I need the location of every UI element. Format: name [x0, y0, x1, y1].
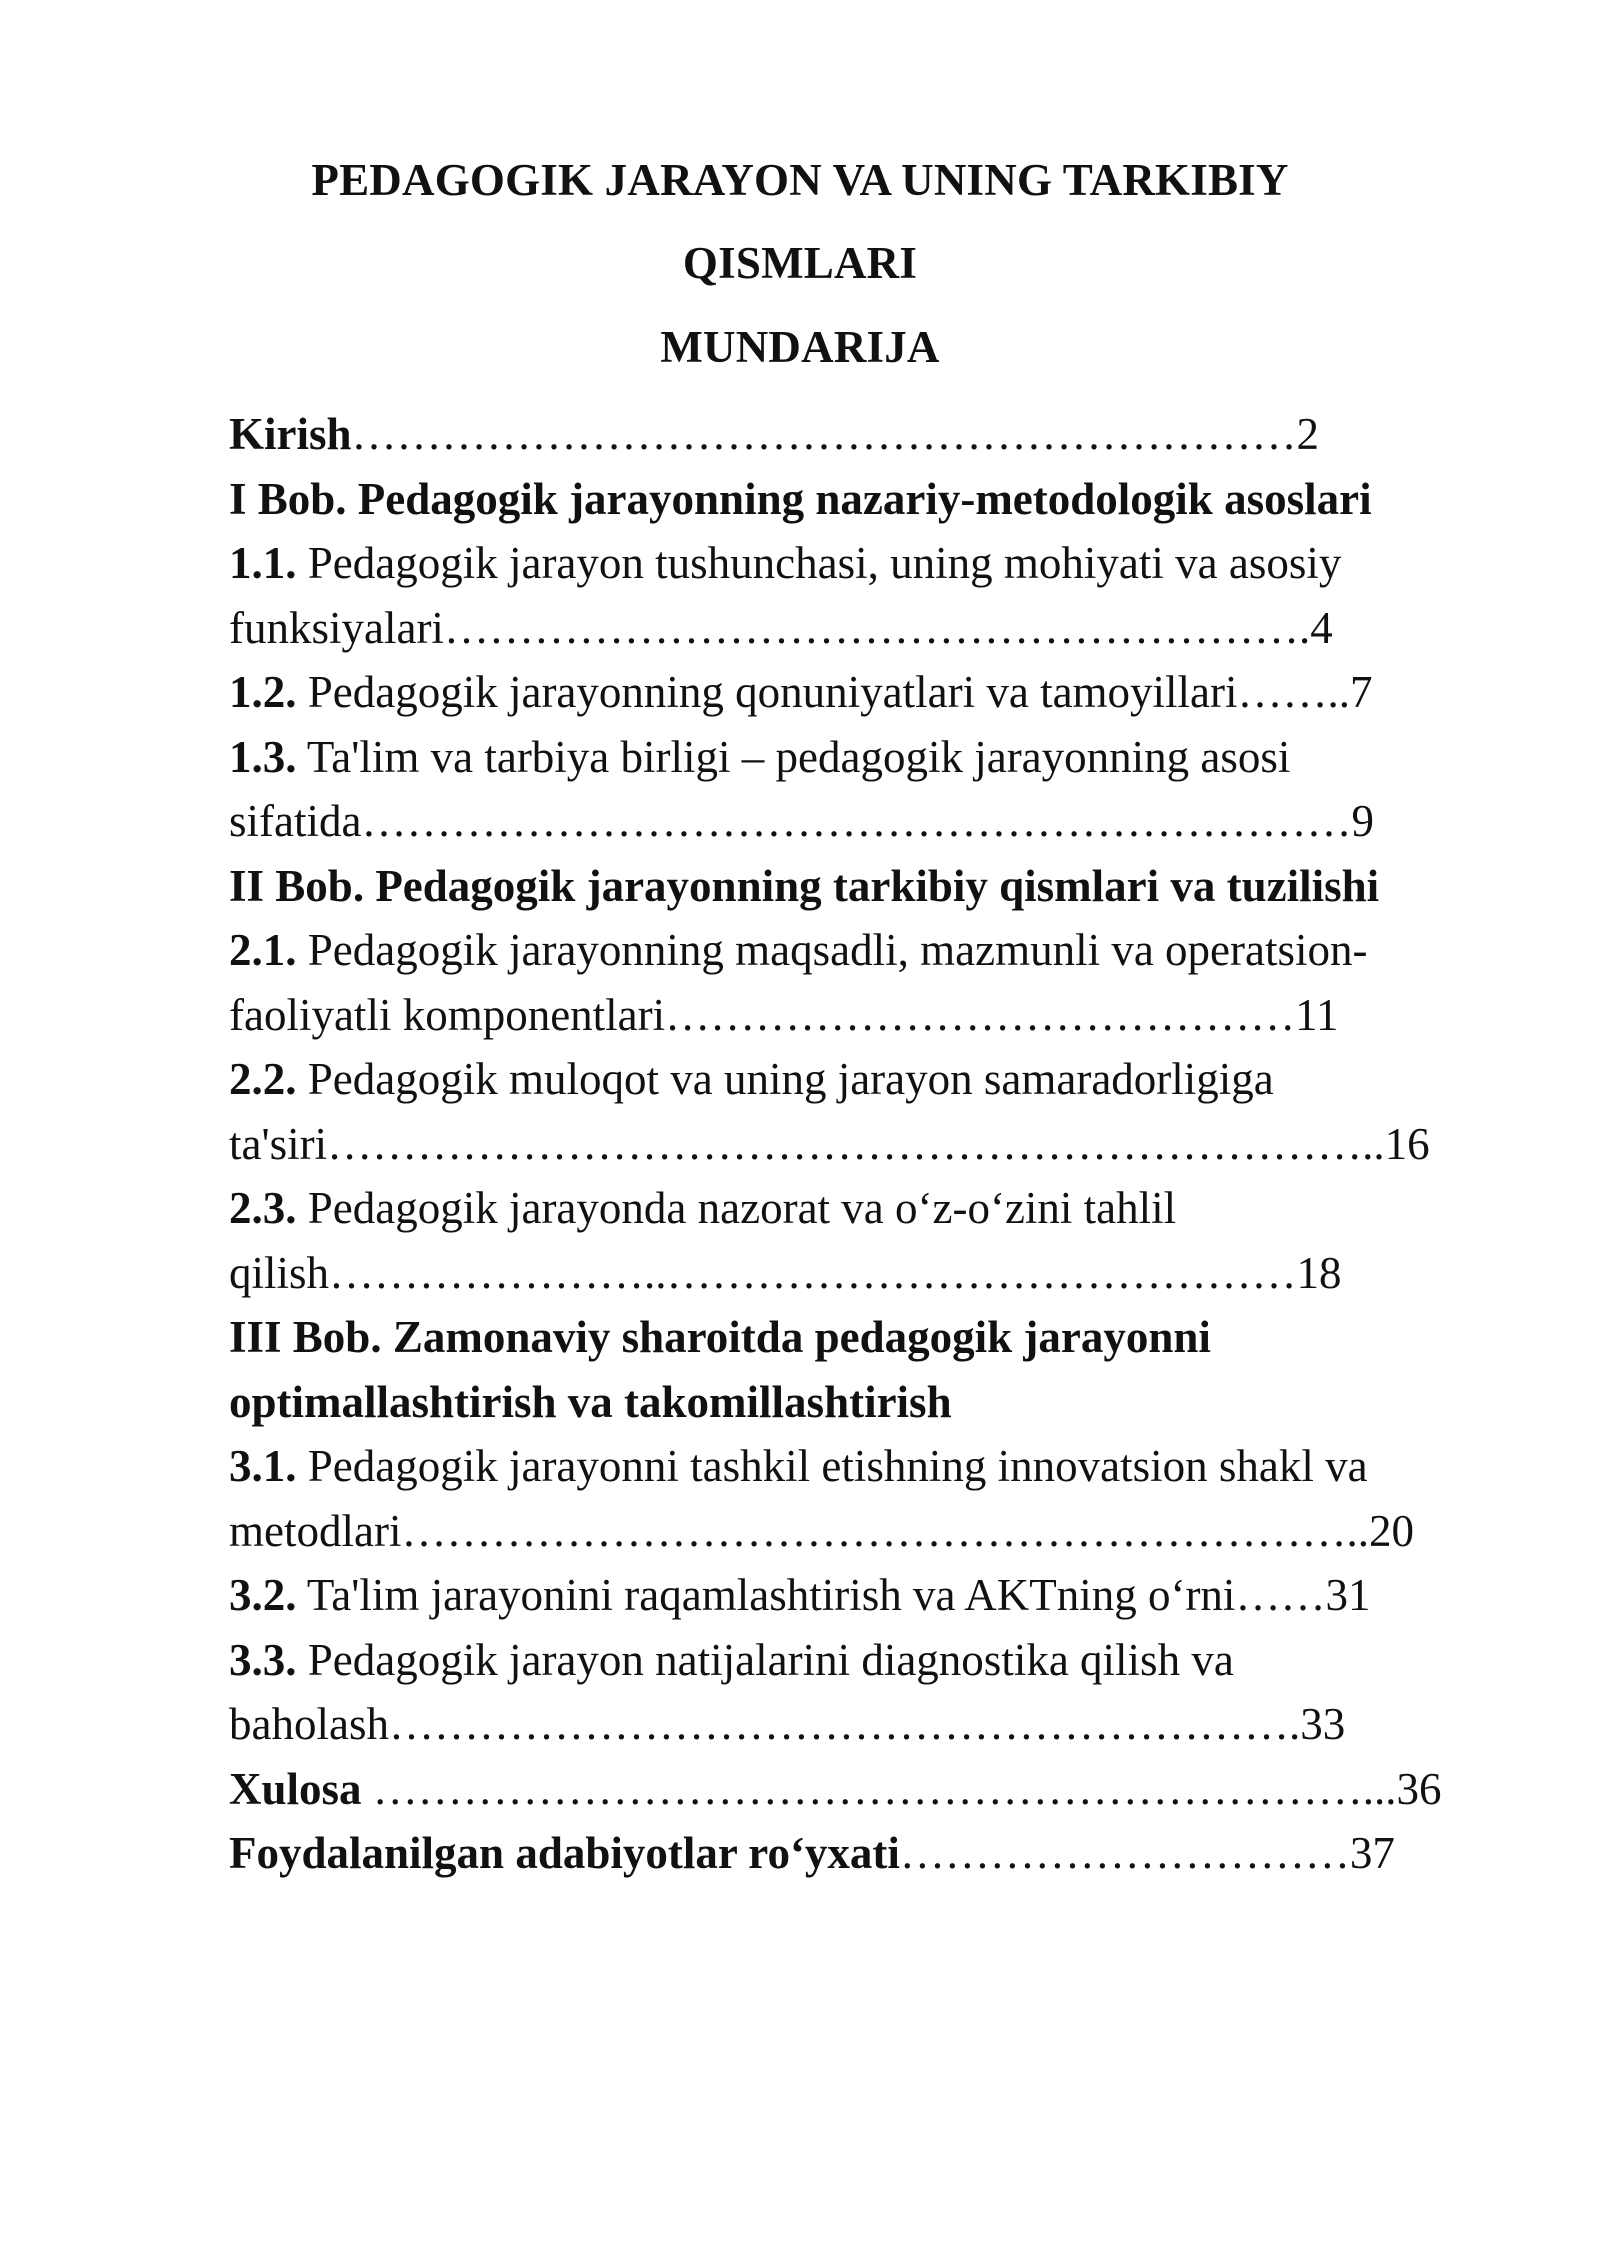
toc-section-title: Pedagogik jarayon tushunchasi, uning mohiyati va asosiy: [296, 538, 1342, 588]
toc-section-title: Pedagogik jarayonning qonuniyatlari va tamoyillari: [296, 667, 1238, 717]
table-of-contents: [229, 402, 1519, 1886]
toc-entry-label: Xulosa: [229, 1763, 362, 1814]
toc-section-number: 3.3.: [229, 1634, 297, 1685]
contents-heading: MUNDARIJA: [660, 322, 940, 372]
toc-page-number: 2: [1296, 409, 1320, 459]
toc-section-number: 2.2.: [229, 1054, 297, 1104]
toc-section-title: Pedagogik muloqot va uning jarayon samaradorligiga: [296, 1054, 1274, 1104]
toc-leader-dots: ……………………………………: [665, 989, 1296, 1040]
toc-leader-dots: …………………………: [899, 1828, 1350, 1878]
toc-leader-dots: ………………………………………………………: [351, 409, 1297, 459]
document-title-line-1: PEDAGOGIK JARAYON VA UNING TARKIBIY: [311, 155, 1289, 205]
toc-section-title: Pedagogik jarayonning maqsadli, mazmunli va operatsion-: [296, 925, 1368, 975]
toc-chapter-3-continued[interactable]: optimallashtirish va takomillashtirish: [229, 1376, 952, 1427]
toc-chapter-1[interactable]: I Bob. Pedagogik jarayonning nazariy-metodologik asoslari: [229, 473, 1372, 524]
toc-leader-dots: …………………………………………………………: [361, 796, 1352, 846]
toc-page-number: 37: [1349, 1828, 1395, 1878]
toc-section-number: 1.1.: [229, 538, 297, 588]
toc-entry-2-3-continued[interactable]: [229, 1241, 1519, 1306]
toc-page-number: 9: [1351, 796, 1374, 846]
toc-chapter-2[interactable]: II Bob. Pedagogik jarayonning tarkibiy qismlari va tuzilishi: [229, 860, 1380, 911]
document-title-line-2: QISMLARI: [682, 238, 918, 288]
toc-page-number: ..16: [1362, 1118, 1430, 1169]
toc-entry-1-1[interactable]: [229, 531, 1519, 596]
toc-entry-3-1[interactable]: [229, 1434, 1519, 1499]
toc-leader-dots: ……………………………………………………………: [327, 1118, 1363, 1169]
toc-leader-dots: ………………………………………………………: [401, 1505, 1347, 1556]
toc-section-title-continued: metodlari: [229, 1505, 402, 1556]
toc-page-number: ..20: [1346, 1505, 1414, 1556]
toc-leader-dots: ……………………………………………………: [388, 1699, 1289, 1749]
toc-section-title: Ta'lim va tarbiya birligi – pedagogik jarayonning asosi: [296, 731, 1291, 782]
toc-leader-dots: …………………………………………………………: [361, 1763, 1363, 1814]
toc-leader-dots: ……: [1235, 1570, 1326, 1620]
toc-entry-2-3[interactable]: [229, 1176, 1519, 1241]
toc-chapter-3[interactable]: III Bob. Zamonaviy sharoitda pedagogik jarayonni: [229, 1312, 1211, 1362]
toc-entry-kirish[interactable]: [229, 402, 1519, 467]
toc-section-title-continued: funksiyalari: [229, 602, 444, 653]
toc-section-title: Ta'lim jarayonini raqamlashtirish va AKTning o‘rni: [296, 1570, 1236, 1620]
toc-section-number: 2.3.: [229, 1183, 297, 1233]
toc-section-number: 3.2.: [229, 1570, 297, 1620]
toc-entry-label: Kirish: [229, 409, 352, 459]
toc-page-number: 18: [1296, 1247, 1342, 1298]
toc-section-title-continued: faoliyatli komponentlari: [229, 989, 666, 1040]
toc-page-number: .4: [1298, 602, 1333, 653]
toc-entry-adabiyotlar[interactable]: [229, 1821, 1519, 1886]
toc-section-number: 2.1.: [229, 925, 297, 975]
toc-leader-dots: …………………..……………………………………: [329, 1247, 1297, 1298]
toc-page-number: 11: [1295, 989, 1339, 1040]
toc-entry-2-2[interactable]: [229, 1047, 1519, 1112]
toc-section-title: Pedagogik jarayon natijalarini diagnostika qilish va: [296, 1634, 1234, 1685]
toc-page-number: .33: [1288, 1699, 1346, 1749]
toc-section-title-continued: ta'siri: [229, 1118, 328, 1169]
toc-page-number: ..7: [1327, 667, 1373, 717]
toc-entry-3-1-continued[interactable]: [229, 1499, 1519, 1564]
toc-page-number: ...36: [1362, 1763, 1442, 1814]
toc-entry-3-3-continued[interactable]: [229, 1692, 1519, 1757]
toc-entry-label: Foydalanilgan adabiyotlar ro‘yxati: [229, 1828, 900, 1878]
toc-entry-xulosa[interactable]: [229, 1757, 1519, 1822]
toc-section-title-continued: baholash: [229, 1699, 389, 1749]
toc-entry-1-3[interactable]: [229, 725, 1519, 790]
toc-entry-2-2-continued[interactable]: [229, 1112, 1519, 1177]
toc-section-title-continued: sifatida: [229, 796, 362, 846]
toc-entry-2-1-continued[interactable]: [229, 983, 1519, 1048]
toc-entry-1-2[interactable]: [229, 660, 1519, 725]
toc-section-number: 3.1.: [229, 1441, 297, 1491]
toc-entry-3-3[interactable]: [229, 1628, 1519, 1693]
toc-entry-1-1-continued[interactable]: [229, 596, 1519, 661]
toc-section-title: Pedagogik jarayonni tashkil etishning innovatsion shakl va: [296, 1441, 1368, 1491]
toc-leader-dots: ……: [1237, 667, 1328, 717]
toc-section-number: 1.3.: [229, 731, 297, 782]
toc-entry-1-3-continued[interactable]: [229, 789, 1519, 854]
toc-page-number: 31: [1325, 1570, 1371, 1620]
toc-section-title-continued: qilish: [229, 1247, 330, 1298]
toc-entry-2-1[interactable]: [229, 918, 1519, 983]
toc-leader-dots: …………………………………………………: [443, 602, 1299, 653]
toc-entry-3-2[interactable]: [229, 1563, 1519, 1628]
toc-section-number: 1.2.: [229, 667, 297, 717]
toc-section-title: Pedagogik jarayonda nazorat va o‘z-o‘zini tahlil: [296, 1183, 1177, 1233]
